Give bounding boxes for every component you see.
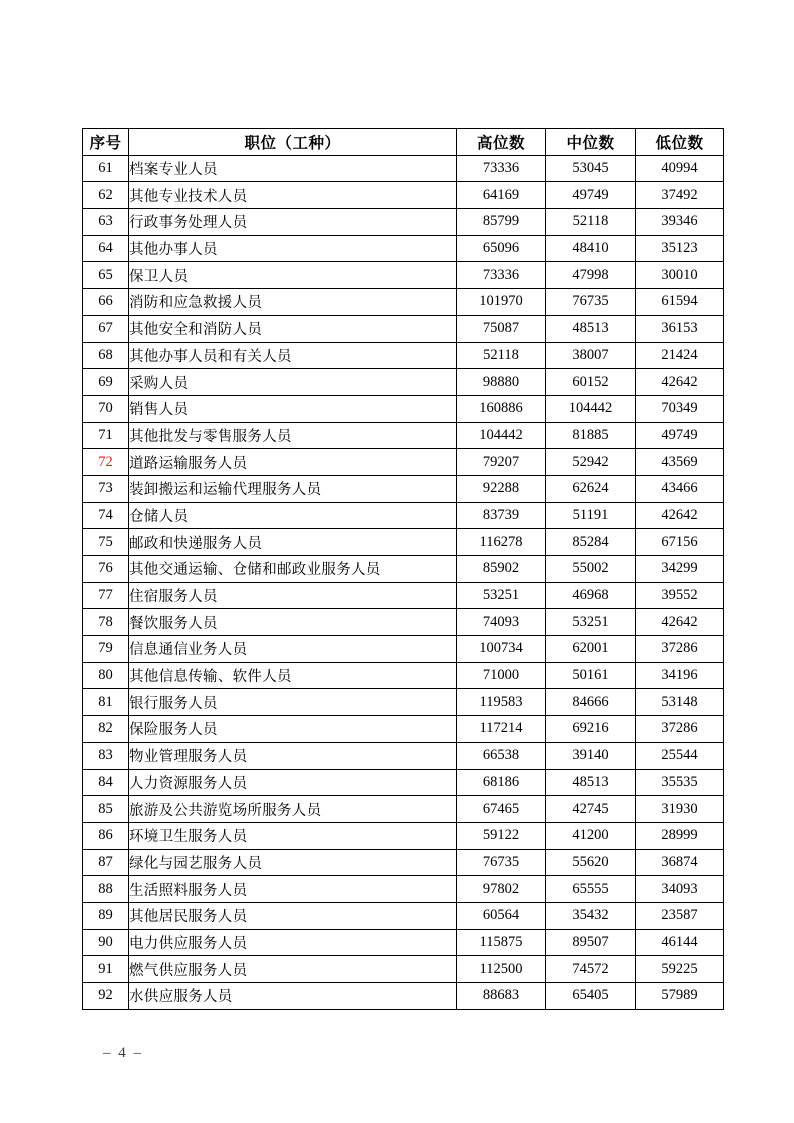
page-footer	[103, 1045, 143, 1062]
page-number: – 4 –	[103, 1045, 143, 1061]
median-value-cell: 62001	[546, 636, 636, 663]
serial-cell: 79	[83, 636, 129, 663]
table-row	[83, 662, 724, 689]
table-row	[83, 369, 724, 396]
serial-cell: 75	[83, 529, 129, 556]
serial-cell: 83	[83, 742, 129, 769]
header-row	[83, 129, 724, 156]
column-header: 低位数	[636, 129, 724, 156]
serial-cell: 91	[83, 956, 129, 983]
position-cell: 仓储人员	[129, 502, 457, 529]
table-row	[83, 636, 724, 663]
position-cell: 邮政和快递服务人员	[129, 529, 457, 556]
low-value-cell: 34196	[636, 662, 724, 689]
high-value-cell: 88683	[457, 983, 546, 1010]
low-value-cell: 37286	[636, 636, 724, 663]
median-value-cell: 81885	[546, 422, 636, 449]
low-value-cell: 39346	[636, 209, 724, 236]
high-value-cell: 65096	[457, 235, 546, 262]
serial-cell: 68	[83, 342, 129, 369]
median-value-cell: 42745	[546, 796, 636, 823]
serial-cell: 63	[83, 209, 129, 236]
high-value-cell: 98880	[457, 369, 546, 396]
position-cell: 环境卫生服务人员	[129, 822, 457, 849]
serial-cell: 73	[83, 475, 129, 502]
position-cell: 旅游及公共游览场所服务人员	[129, 796, 457, 823]
table-row	[83, 449, 724, 476]
position-cell: 装卸搬运和运输代理服务人员	[129, 475, 457, 502]
median-value-cell: 84666	[546, 689, 636, 716]
table-row	[83, 582, 724, 609]
table-row	[83, 395, 724, 422]
high-value-cell: 66538	[457, 742, 546, 769]
serial-cell: 90	[83, 929, 129, 956]
table-body	[83, 155, 724, 1009]
high-value-cell: 73336	[457, 262, 546, 289]
serial-cell: 66	[83, 289, 129, 316]
low-value-cell: 53148	[636, 689, 724, 716]
low-value-cell: 25544	[636, 742, 724, 769]
median-value-cell: 76735	[546, 289, 636, 316]
median-value-cell: 49749	[546, 182, 636, 209]
position-cell: 消防和应急救援人员	[129, 289, 457, 316]
high-value-cell: 73336	[457, 155, 546, 182]
high-value-cell: 119583	[457, 689, 546, 716]
position-cell: 住宿服务人员	[129, 582, 457, 609]
table-row	[83, 716, 724, 743]
median-value-cell: 50161	[546, 662, 636, 689]
serial-cell: 88	[83, 876, 129, 903]
median-value-cell: 104442	[546, 395, 636, 422]
high-value-cell: 85799	[457, 209, 546, 236]
low-value-cell: 39552	[636, 582, 724, 609]
serial-cell: 70	[83, 395, 129, 422]
serial-cell: 65	[83, 262, 129, 289]
serial-cell: 77	[83, 582, 129, 609]
position-cell: 其他交通运输、仓储和邮政业服务人员	[129, 556, 457, 583]
median-value-cell: 62624	[546, 475, 636, 502]
column-header: 中位数	[546, 129, 636, 156]
column-header: 高位数	[457, 129, 546, 156]
median-value-cell: 39140	[546, 742, 636, 769]
column-header: 序号	[83, 129, 129, 156]
position-cell: 保卫人员	[129, 262, 457, 289]
serial-cell: 82	[83, 716, 129, 743]
median-value-cell: 69216	[546, 716, 636, 743]
serial-cell: 71	[83, 422, 129, 449]
low-value-cell: 46144	[636, 929, 724, 956]
low-value-cell: 49749	[636, 422, 724, 449]
median-value-cell: 51191	[546, 502, 636, 529]
median-value-cell: 35432	[546, 902, 636, 929]
median-value-cell: 52118	[546, 209, 636, 236]
table-row	[83, 502, 724, 529]
table-row	[83, 209, 724, 236]
position-cell: 物业管理服务人员	[129, 742, 457, 769]
serial-cell: 78	[83, 609, 129, 636]
table-header	[83, 129, 724, 156]
median-value-cell: 65555	[546, 876, 636, 903]
position-cell: 保险服务人员	[129, 716, 457, 743]
high-value-cell: 79207	[457, 449, 546, 476]
position-cell: 采购人员	[129, 369, 457, 396]
high-value-cell: 53251	[457, 582, 546, 609]
low-value-cell: 57989	[636, 983, 724, 1010]
high-value-cell: 100734	[457, 636, 546, 663]
high-value-cell: 115875	[457, 929, 546, 956]
table-row	[83, 769, 724, 796]
table-row	[83, 315, 724, 342]
table-row	[83, 475, 724, 502]
median-value-cell: 48513	[546, 315, 636, 342]
low-value-cell: 21424	[636, 342, 724, 369]
table-row	[83, 742, 724, 769]
serial-cell: 72	[83, 449, 129, 476]
column-header: 职位（工种）	[129, 129, 457, 156]
low-value-cell: 40994	[636, 155, 724, 182]
high-value-cell: 160886	[457, 395, 546, 422]
median-value-cell: 55002	[546, 556, 636, 583]
table-row	[83, 262, 724, 289]
table-row	[83, 822, 724, 849]
high-value-cell: 97802	[457, 876, 546, 903]
table-row	[83, 983, 724, 1010]
position-cell: 道路运输服务人员	[129, 449, 457, 476]
low-value-cell: 42642	[636, 609, 724, 636]
low-value-cell: 31930	[636, 796, 724, 823]
serial-cell: 89	[83, 902, 129, 929]
median-value-cell: 60152	[546, 369, 636, 396]
high-value-cell: 112500	[457, 956, 546, 983]
low-value-cell: 67156	[636, 529, 724, 556]
serial-cell: 69	[83, 369, 129, 396]
position-cell: 其他安全和消防人员	[129, 315, 457, 342]
serial-cell: 61	[83, 155, 129, 182]
position-cell: 银行服务人员	[129, 689, 457, 716]
high-value-cell: 92288	[457, 475, 546, 502]
median-value-cell: 47998	[546, 262, 636, 289]
position-cell: 燃气供应服务人员	[129, 956, 457, 983]
table-row	[83, 342, 724, 369]
low-value-cell: 37492	[636, 182, 724, 209]
position-cell: 档案专业人员	[129, 155, 457, 182]
serial-cell: 62	[83, 182, 129, 209]
low-value-cell: 43569	[636, 449, 724, 476]
median-value-cell: 55620	[546, 849, 636, 876]
high-value-cell: 52118	[457, 342, 546, 369]
median-value-cell: 74572	[546, 956, 636, 983]
median-value-cell: 38007	[546, 342, 636, 369]
high-value-cell: 104442	[457, 422, 546, 449]
serial-cell: 87	[83, 849, 129, 876]
low-value-cell: 43466	[636, 475, 724, 502]
position-cell: 人力资源服务人员	[129, 769, 457, 796]
median-value-cell: 65405	[546, 983, 636, 1010]
median-value-cell: 48410	[546, 235, 636, 262]
low-value-cell: 37286	[636, 716, 724, 743]
serial-cell: 81	[83, 689, 129, 716]
serial-cell: 85	[83, 796, 129, 823]
table-row	[83, 796, 724, 823]
serial-cell: 92	[83, 983, 129, 1010]
table-row	[83, 289, 724, 316]
median-value-cell: 46968	[546, 582, 636, 609]
low-value-cell: 30010	[636, 262, 724, 289]
low-value-cell: 35535	[636, 769, 724, 796]
high-value-cell: 64169	[457, 182, 546, 209]
low-value-cell: 59225	[636, 956, 724, 983]
position-cell: 绿化与园艺服务人员	[129, 849, 457, 876]
serial-cell: 86	[83, 822, 129, 849]
position-cell: 其他专业技术人员	[129, 182, 457, 209]
low-value-cell: 34093	[636, 876, 724, 903]
high-value-cell: 83739	[457, 502, 546, 529]
table-row	[83, 422, 724, 449]
table-row	[83, 929, 724, 956]
table-row	[83, 155, 724, 182]
position-cell: 销售人员	[129, 395, 457, 422]
high-value-cell: 74093	[457, 609, 546, 636]
position-cell: 行政事务处理人员	[129, 209, 457, 236]
median-value-cell: 85284	[546, 529, 636, 556]
high-value-cell: 71000	[457, 662, 546, 689]
serial-cell: 76	[83, 556, 129, 583]
position-cell: 餐饮服务人员	[129, 609, 457, 636]
median-value-cell: 48513	[546, 769, 636, 796]
low-value-cell: 28999	[636, 822, 724, 849]
table-row	[83, 609, 724, 636]
high-value-cell: 85902	[457, 556, 546, 583]
table-row	[83, 529, 724, 556]
serial-cell: 84	[83, 769, 129, 796]
high-value-cell: 117214	[457, 716, 546, 743]
serial-cell: 80	[83, 662, 129, 689]
high-value-cell: 75087	[457, 315, 546, 342]
low-value-cell: 36874	[636, 849, 724, 876]
low-value-cell: 70349	[636, 395, 724, 422]
high-value-cell: 76735	[457, 849, 546, 876]
serial-cell: 74	[83, 502, 129, 529]
salary-table	[82, 128, 724, 1010]
position-cell: 水供应服务人员	[129, 983, 457, 1010]
table-row	[83, 902, 724, 929]
low-value-cell: 35123	[636, 235, 724, 262]
position-cell: 其他批发与零售服务人员	[129, 422, 457, 449]
serial-cell: 64	[83, 235, 129, 262]
high-value-cell: 67465	[457, 796, 546, 823]
median-value-cell: 53045	[546, 155, 636, 182]
median-value-cell: 52942	[546, 449, 636, 476]
median-value-cell: 53251	[546, 609, 636, 636]
high-value-cell: 59122	[457, 822, 546, 849]
low-value-cell: 42642	[636, 369, 724, 396]
table-row	[83, 876, 724, 903]
position-cell: 生活照料服务人员	[129, 876, 457, 903]
table-row	[83, 849, 724, 876]
high-value-cell: 68186	[457, 769, 546, 796]
high-value-cell: 101970	[457, 289, 546, 316]
position-cell: 信息通信业务人员	[129, 636, 457, 663]
low-value-cell: 61594	[636, 289, 724, 316]
position-cell: 电力供应服务人员	[129, 929, 457, 956]
table-row	[83, 235, 724, 262]
position-cell: 其他办事人员和有关人员	[129, 342, 457, 369]
table-row	[83, 956, 724, 983]
median-value-cell: 41200	[546, 822, 636, 849]
high-value-cell: 60564	[457, 902, 546, 929]
high-value-cell: 116278	[457, 529, 546, 556]
median-value-cell: 89507	[546, 929, 636, 956]
position-cell: 其他信息传输、软件人员	[129, 662, 457, 689]
table-row	[83, 689, 724, 716]
position-cell: 其他办事人员	[129, 235, 457, 262]
table-row	[83, 556, 724, 583]
position-cell: 其他居民服务人员	[129, 902, 457, 929]
low-value-cell: 42642	[636, 502, 724, 529]
low-value-cell: 23587	[636, 902, 724, 929]
serial-cell: 67	[83, 315, 129, 342]
low-value-cell: 34299	[636, 556, 724, 583]
table-row	[83, 182, 724, 209]
low-value-cell: 36153	[636, 315, 724, 342]
